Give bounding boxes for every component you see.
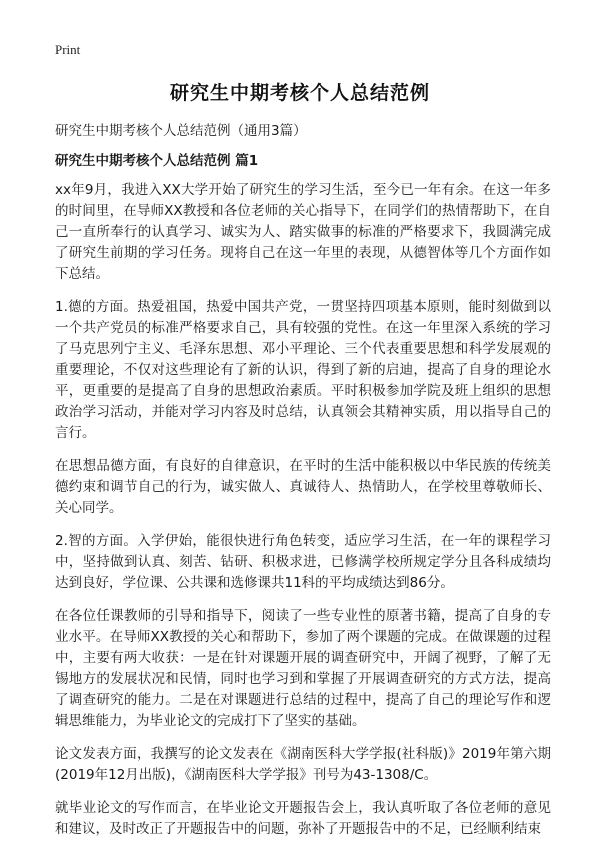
section-heading: 研究生中期考核个人总结范例 篇1 <box>55 153 259 169</box>
body-text <box>55 180 551 852</box>
paragraph: 2.智的方面。入学伊始，能很快进行角色转变，适应学习生活，在一年的课程学习中，坚持做到认真、刻苦、钻研、积极求进，已修满学校所规定学分且各科成绩均达到良好，学位课、公共课和选修课共11科的平均成绩达到86分。 <box>55 533 551 591</box>
paragraph: 在各位任课教师的引导和指导下，阅读了一些专业性的原著书籍，提高了自身的专业水平。在导师XX教授的关心和帮助下，参加了两个课题的完成。在做课题的过程中，主要有两大收获：一是在针对课题开展的调查研究中，开阔了视野，了解了无锡地方的发展状况和民情，同时也学习到和掌握了开展调查研究的方式方法，提高了调查研究的能力。二是在对课题进行总结的过程中，提高了自己的理论写作和逻辑思维能力，为毕业论文的完成打下了坚实的基础。 <box>55 608 551 729</box>
paragraph: 论文发表方面，我撰写的论文发表在《湖南医科大学学报(社科版)》2019年第六期(2019年12月出版)，《湖南医科大学学报》刊号为43-1308/C。 <box>55 746 551 783</box>
document-subtitle: 研究生中期考核个人总结范例（通用3篇） <box>55 123 307 139</box>
print-link[interactable]: Print <box>55 42 81 57</box>
paragraph: 就毕业论文的写作而言，在毕业论文开题报告会上，我认真听取了各位老师的意见和建议，及时改正了开题报告中的问题，弥补了开题报告中的不足，已经顺利结束 <box>55 800 551 837</box>
page-title: 研究生中期考核个人总结范例 <box>169 82 430 104</box>
paragraph: xx年9月，我进入XX大学开始了研究生的学习生活，至今已一年有余。在这一年多的时间里，在导师XX教授和各位老师的关心指导下，在同学们的热情帮助下，在自己一直所奉行的认真学习、诚实为人、踏实做事的标准的严格要求下，我圆满完成了研究生前期的学习任务。现将自己在这一年里的表现，从德智体等几个方面作如下总结。 <box>55 182 551 282</box>
paragraph: 在思想品德方面，有良好的自律意识，在平时的生活中能积极以中华民族的传统美德约束和调节自己的行为，诚实做人、真诚待人、热情助人，在学校里尊敬师长、关心同学。 <box>55 458 551 516</box>
paragraph: 1.德的方面。热爱祖国，热爱中国共产党，一贯坚持四项基本原则，能时刻做到以一个共产党员的标准严格要求自己，具有较强的党性。在这一年里深入系统的学习了马克思列宁主义、毛泽东思想、邓小平理论、三个代表重要思想和科学发展观的重要理论，不仅对这些理论有了新的认识，得到了新的启迪，提高了自身的理论水平，更重要的是提高了自身的思想政治素质。平时积极参加学院及班上组织的思想政治学习活动，并能对学习内容及时总结，认真领会其精神实质，用以指导自己的言行。 <box>55 299 551 441</box>
